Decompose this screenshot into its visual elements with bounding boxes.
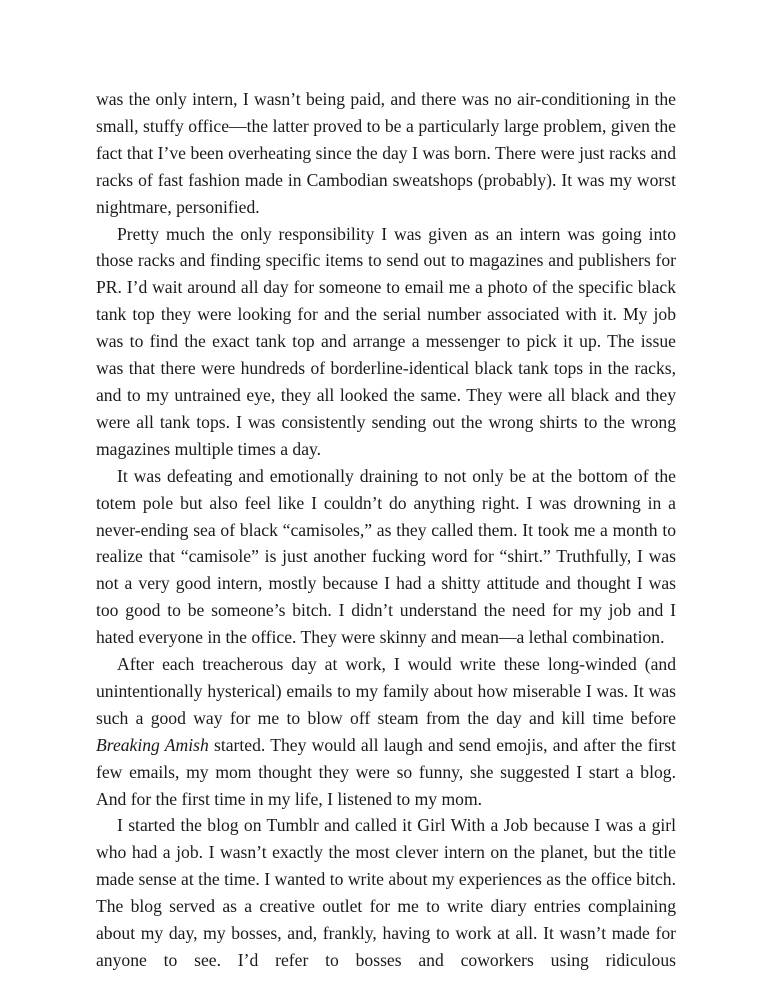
- book-page-body: [96, 86, 676, 974]
- show-title-italic: Breaking Amish: [96, 734, 209, 755]
- paragraph-3-text: It was defeating and emotionally draining to not only be at the bottom of the totem pole but also feel like I couldn’t do anything right. I was drowning in a never-ending sea of black “camisoles,” as they called them. It took me a month to realize that “camisole” is just another fucking word for “shirt.” Truthfully, I was not a very good intern, mostly because I had a shitty attitude and thought I was too good to be someone’s bitch. I didn’t understand the need for my job and I hated everyone in the office. They were skinny and mean—a lethal combination.: [96, 465, 676, 648]
- paragraph-3: [96, 463, 676, 651]
- paragraph-5: [96, 812, 676, 973]
- paragraph-4-text-b: started. They would all laugh and send emojis, and after the first few emails, my mom thought they were so funny, she suggested I start a blog. And for the first time in my life, I listened to my mom.: [96, 734, 676, 809]
- paragraph-4: [96, 651, 676, 812]
- paragraph-4-text-a: After each treacherous day at work, I would write these long-winded (and unintentionally hysterical) emails to my family about how miserable I was. It was such a good way for me to blow off steam from the day and kill time before: [96, 654, 676, 728]
- paragraph-2-text: Pretty much the only responsibility I was given as an intern was going into those racks and finding specific items to send out to magazines and publishers for PR. I’d wait around all day for someone to email me a photo of the specific black tank top they were looking for and the serial number associated with it. My job was to find the exact tank top and arrange a messenger to pick it up. The issue was that there were hundreds of borderline-identical black tank tops in the racks, and to my untrained eye, they all looked the same. They were all black and they were all tank tops. I was consistently sending out the wrong shirts to the wrong magazines multiple times a day.: [96, 223, 676, 459]
- paragraph-5-text: I started the blog on Tumblr and called it Girl With a Job because I was a girl who had a job. I wasn’t exactly the most clever intern on the planet, but the title made sense at the time. I wanted to write about my experiences as the office bitch. The blog served as a creative outlet for me to write diary entries complaining about my day, my bosses, and, frankly, having to work at all. It wasn’t made for anyone to see. I’d refer to bosses and coworkers using ridiculous: [96, 815, 676, 970]
- paragraph-2: [96, 221, 676, 463]
- paragraph-1-text: was the only intern, I wasn’t being paid, and there was no air-conditioning in the small, stuffy office—the latter proved to be a particularly large problem, given the fact that I’ve been overheating since the day I was born. There were just racks and racks of fast fashion made in Cambodian sweatshops (probably). It was my worst nightmare, personified.: [96, 89, 676, 217]
- paragraph-1: [96, 86, 676, 221]
